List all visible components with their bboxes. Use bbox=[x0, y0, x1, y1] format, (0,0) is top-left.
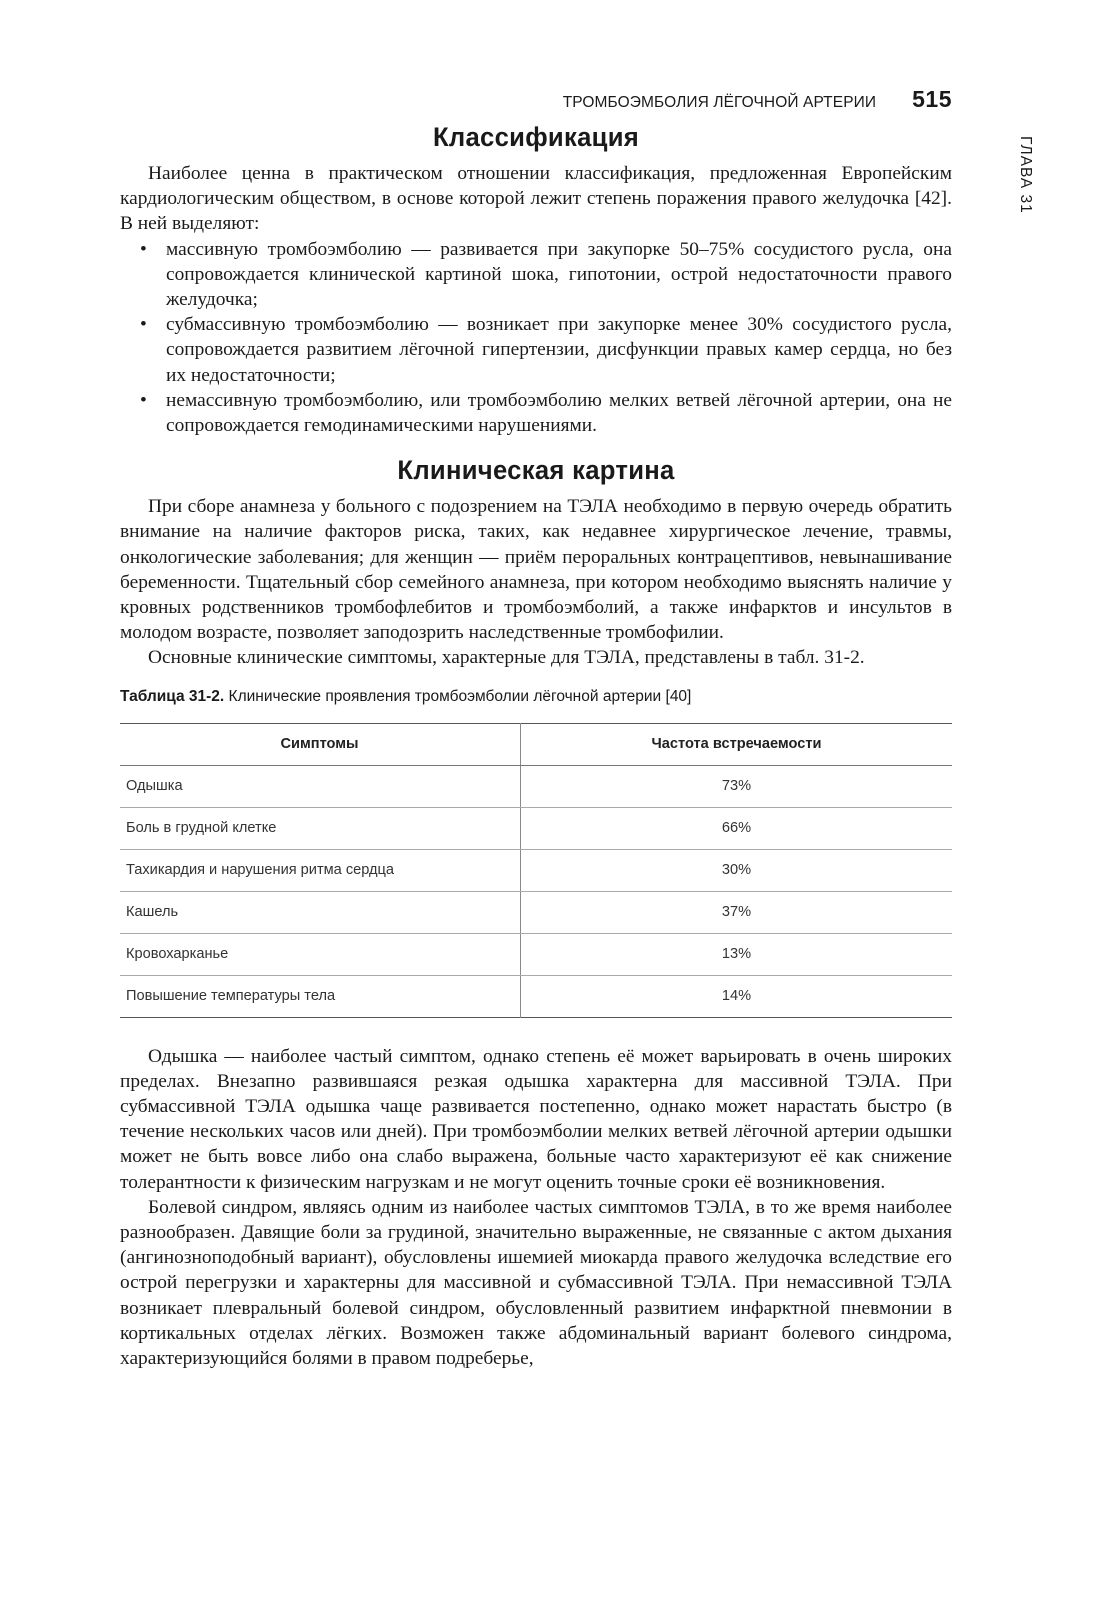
list-item: • субмассивную тромбоэмболию — возникает при закупорке менее 30% сосудистого русла, сопровождается развитием лёгочной гипертензии, дисфункции правых камер сердца, но без их недостаточности; bbox=[120, 312, 952, 388]
frequency-cell: 66% bbox=[521, 807, 953, 849]
symptom-cell: Кашель bbox=[120, 891, 521, 933]
frequency-cell: 30% bbox=[521, 849, 953, 891]
section-heading-classification: Классификация bbox=[432, 122, 640, 152]
list-item: • немассивную тромбоэмболию, или тромбоэмболию мелких ветвей лёгочной артерии, она не сопровождается гемодинамическими нарушениями. bbox=[120, 388, 952, 438]
clinical-paragraph: При сборе анамнеза у больного с подозрением на ТЭЛА необходимо в первую очередь обратить внимание на наличие факторов риска, таких, как недавнее хирургическое лечение, травмы, онкологические заболевания; для женщин — приём пероральных контрацептивов, невынашивание беременности. Тщательный сбор семейного анамнеза, при котором необходимо выяснять наличие у кровных родственников тромбофлебитов и тромбоэмболий, а также инфарктов и инсультов в молодом возрасте, позволяет заподозрить наследственные тромбофилии. bbox=[120, 496, 952, 644]
frequency-cell: 37% bbox=[521, 891, 953, 933]
table-row bbox=[120, 891, 952, 933]
table-row bbox=[120, 849, 952, 891]
section-heading-clinical: Клиническая картина bbox=[397, 455, 675, 486]
frequency-cell: 13% bbox=[521, 933, 953, 975]
column-header-frequency: Частота встречаемости bbox=[521, 723, 953, 765]
list-item: • массивную тромбоэмболию — развивается при закупорке 50–75% сосудистого русла, она сопровождается клинической картиной шока, гипотонии, острой недостаточности правого желудочка; bbox=[120, 237, 952, 313]
page-body bbox=[120, 122, 952, 1371]
frequency-cell: 73% bbox=[521, 765, 953, 807]
symptom-cell: Боль в грудной клетке bbox=[120, 807, 521, 849]
table-caption-label: Таблица 31-2. bbox=[120, 687, 225, 705]
body-paragraph: Болевой синдром, являясь одним из наиболее частых симптомов ТЭЛА, в то же время наиболее разнообразен. Давящие боли за грудиной, значительно выраженные, не связанные с актом дыхания (ангинозноподобный вариант), обусловлены ишемией миокарда правого желудочка вследствие его острой перегрузки и характерны для массивной и субмассивной ТЭЛА. При немассивной ТЭЛА возникает плевральный болевой синдром, обусловленный развитием инфарктной пневмонии в кортикальных отделах лёгких. Возможен также абдоминальный вариант болевого синдрома, характеризующийся болями в правом подреберье, bbox=[120, 1196, 952, 1370]
table-row bbox=[120, 765, 952, 807]
table-row bbox=[120, 975, 952, 1017]
running-title: ТРОМБОЭМБОЛИЯ ЛЁГОЧНОЙ АРТЕРИИ bbox=[562, 94, 877, 111]
symptom-cell: Тахикардия и нарушения ритма сердца bbox=[120, 849, 521, 891]
classification-list bbox=[120, 237, 952, 439]
chapter-side-label: ГЛАВА 31 bbox=[1017, 136, 1034, 214]
table-row bbox=[120, 933, 952, 975]
symptom-cell: Повышение температуры тела bbox=[126, 988, 336, 1005]
table-row bbox=[120, 807, 952, 849]
table-header-row bbox=[120, 723, 952, 765]
symptoms-table bbox=[120, 723, 952, 1018]
clinical-paragraph: Основные клинические симптомы, характерные для ТЭЛА, представлены в табл. 31-2. bbox=[148, 647, 865, 669]
column-header-symptoms: Симптомы bbox=[120, 723, 521, 765]
page-header bbox=[120, 86, 952, 113]
frequency-cell: 14% bbox=[521, 975, 953, 1017]
symptom-cell: Кровохарканье bbox=[120, 933, 521, 975]
symptom-cell: Одышка bbox=[120, 765, 521, 807]
classification-intro: Наиболее ценна в практическом отношении классификация, предложенная Европейским кардиологическим обществом, в основе которой лежит степень поражения правого желудочка [42]. В ней выделяют: bbox=[120, 163, 952, 235]
table-caption-text: Клинические проявления тромбоэмболии лёгочной артерии [40] bbox=[224, 687, 692, 705]
body-paragraph: Одышка — наиболее частый симптом, однако степень её может варьировать в очень широких пределах. Внезапно развившаяся резкая одышка характерна для массивной ТЭЛА. При субмассивной ТЭЛА одышка чаще развивается постепенно, однако может нарастать быстро (в течение нескольких часов или дней). При тромбоэмболии мелких ветвей лёгочной артерии одышки может не быть вовсе либо она слабо выражена, больные часто характеризуют её как снижение толерантности к физическим нагрузкам и не могут оценить точные сроки её возникновения. bbox=[120, 1045, 952, 1193]
table-caption bbox=[120, 688, 952, 706]
page-number: 515 bbox=[912, 86, 952, 112]
